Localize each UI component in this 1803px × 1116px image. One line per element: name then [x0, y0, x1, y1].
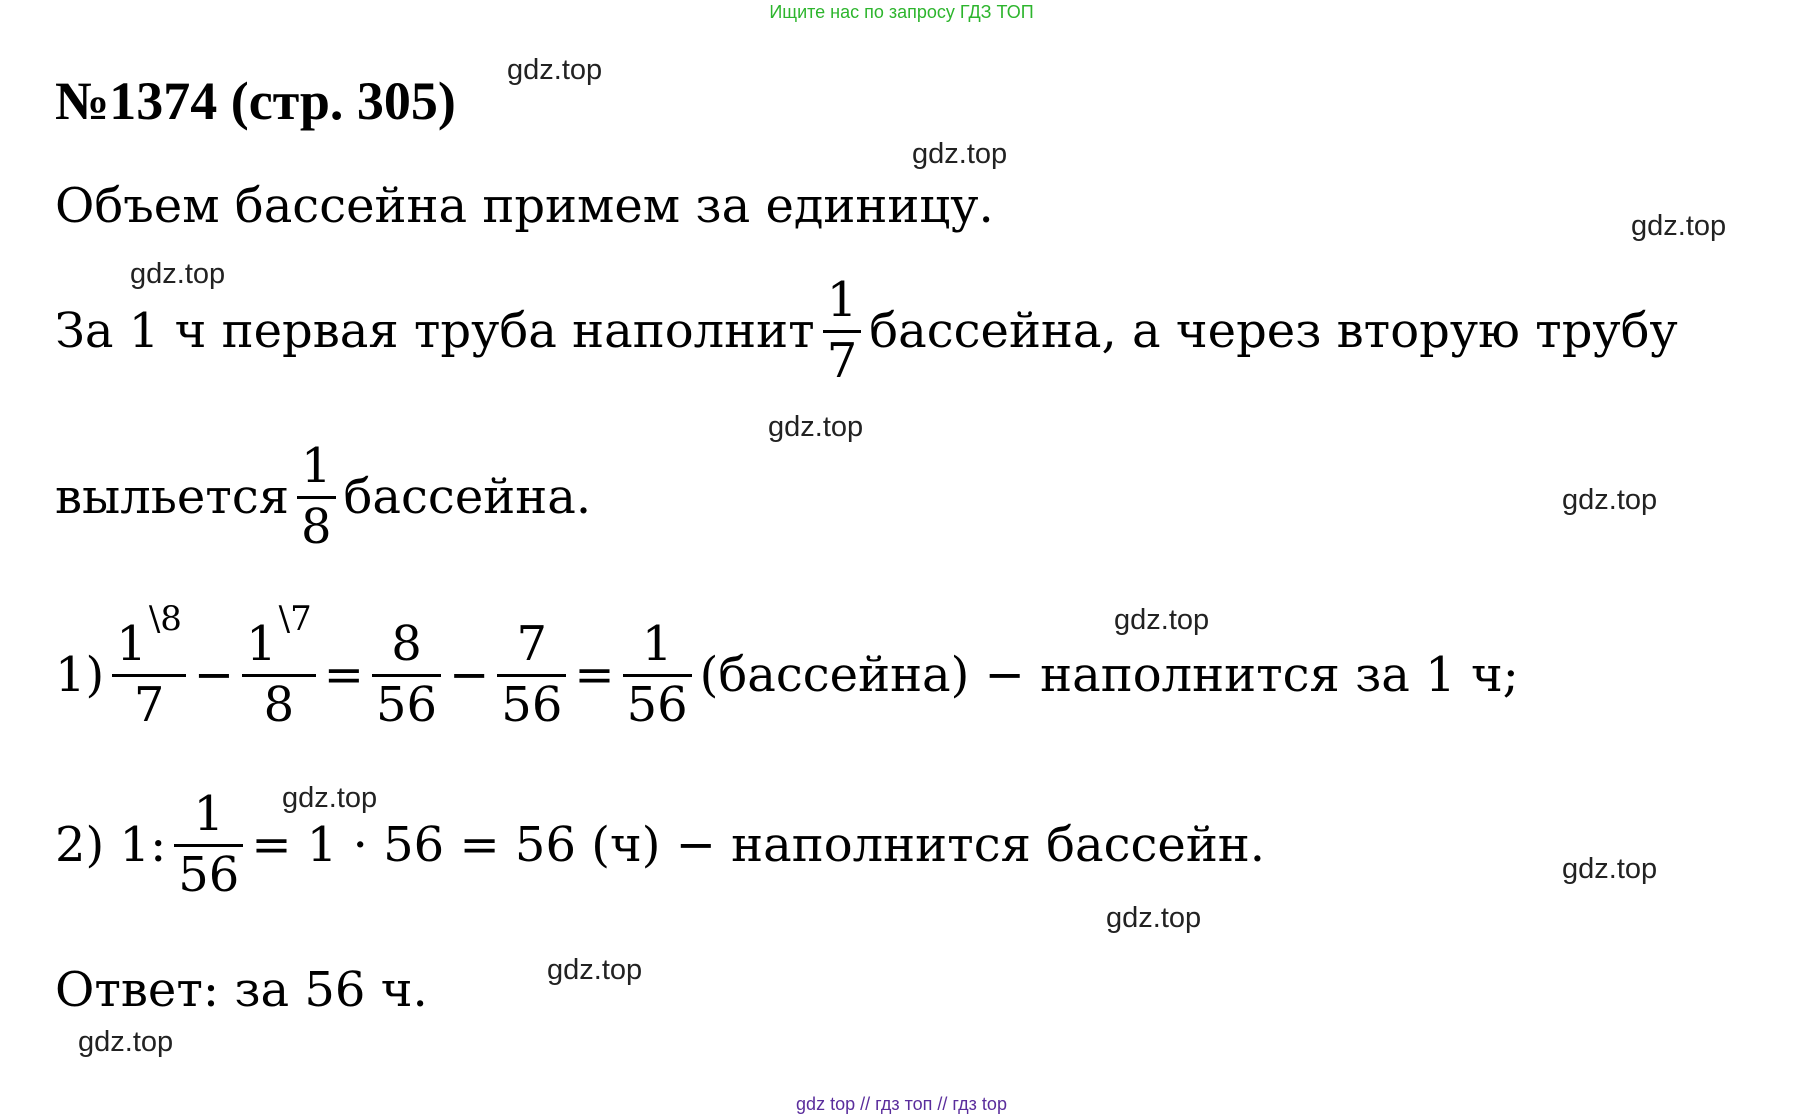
- fraction-numerator: 1: [193, 786, 225, 842]
- fraction-1-8: [297, 438, 336, 555]
- text-line-1: [55, 178, 994, 234]
- line2-pre: За 1 ч первая труба наполнит: [55, 302, 815, 359]
- fraction-step1-d: [497, 616, 566, 733]
- step2-post: = 1 · 56 = 56 (ч) − наполнится бассейн.: [251, 816, 1266, 873]
- fraction-step1-a: [112, 599, 186, 733]
- step1-post: (бассейна) − наполнится за 1 ч;: [699, 646, 1519, 703]
- answer-line: [55, 962, 428, 1018]
- equals-sign: =: [574, 646, 615, 703]
- step1-label: 1): [55, 646, 105, 703]
- fraction-numerator: [242, 599, 316, 672]
- fraction-denominator: 56: [178, 847, 240, 903]
- fraction-step2: [174, 786, 243, 903]
- line2-post: бассейна, а через вторую трубу: [869, 302, 1678, 359]
- fraction-1-7: [823, 272, 862, 389]
- fraction-denominator: 56: [626, 677, 688, 733]
- num-value: 1: [246, 616, 277, 672]
- top-banner: Ищите нас по запросу ГДЗ ТОП: [769, 2, 1034, 22]
- watermark: gdz.top: [507, 54, 603, 86]
- num-value: 1: [116, 616, 147, 672]
- watermark: gdz.top: [1631, 210, 1727, 242]
- fraction-step1-e: [623, 616, 692, 733]
- solution-step-1: [55, 599, 1519, 733]
- watermark: gdz.top: [282, 782, 378, 814]
- fraction-numerator: 1: [641, 616, 673, 672]
- watermark: gdz.top: [130, 258, 226, 290]
- watermark: gdz.top: [1114, 604, 1210, 636]
- fraction-denominator: 8: [263, 677, 295, 733]
- fraction-numerator: 7: [516, 616, 548, 672]
- watermark: gdz.top: [768, 411, 864, 443]
- watermark: gdz.top: [1562, 484, 1658, 516]
- watermark: gdz.top: [78, 1026, 174, 1058]
- fraction-denominator: 56: [501, 677, 563, 733]
- line1-text: Объем бассейна примем за единицу.: [55, 178, 994, 234]
- fraction-numerator: 1: [300, 438, 332, 494]
- fraction-denominator: 7: [133, 677, 165, 733]
- fraction-numerator: [112, 599, 186, 672]
- solution-step-2: [55, 786, 1266, 903]
- multiplier-superscript: \8: [148, 599, 182, 639]
- watermark: gdz.top: [547, 954, 643, 986]
- text-line-3: [55, 438, 592, 555]
- fraction-denominator: 7: [826, 333, 858, 389]
- fraction-step1-c: [372, 616, 441, 733]
- fraction-denominator: 8: [300, 499, 332, 555]
- fraction-denominator: 56: [375, 677, 438, 733]
- line3-post: бассейна.: [343, 468, 592, 525]
- minus-sign: −: [449, 646, 490, 703]
- watermark: gdz.top: [1106, 902, 1202, 934]
- fraction-step1-b: [242, 599, 316, 733]
- answer-text: Ответ: за 56 ч.: [55, 962, 428, 1018]
- equals-sign: =: [323, 646, 364, 703]
- watermark: gdz.top: [912, 138, 1008, 170]
- footer-links: gdz top // гдз топ // гдз top: [796, 1094, 1007, 1114]
- fraction-numerator: 8: [391, 616, 422, 672]
- fraction-numerator: 1: [826, 272, 858, 328]
- line3-pre: выльется: [55, 468, 289, 525]
- minus-sign: −: [193, 646, 235, 703]
- watermark: gdz.top: [1562, 853, 1658, 885]
- step2-label: 2) 1:: [55, 816, 167, 873]
- page-title: №1374 (стр. 305): [55, 71, 456, 131]
- multiplier-superscript: \7: [278, 599, 312, 639]
